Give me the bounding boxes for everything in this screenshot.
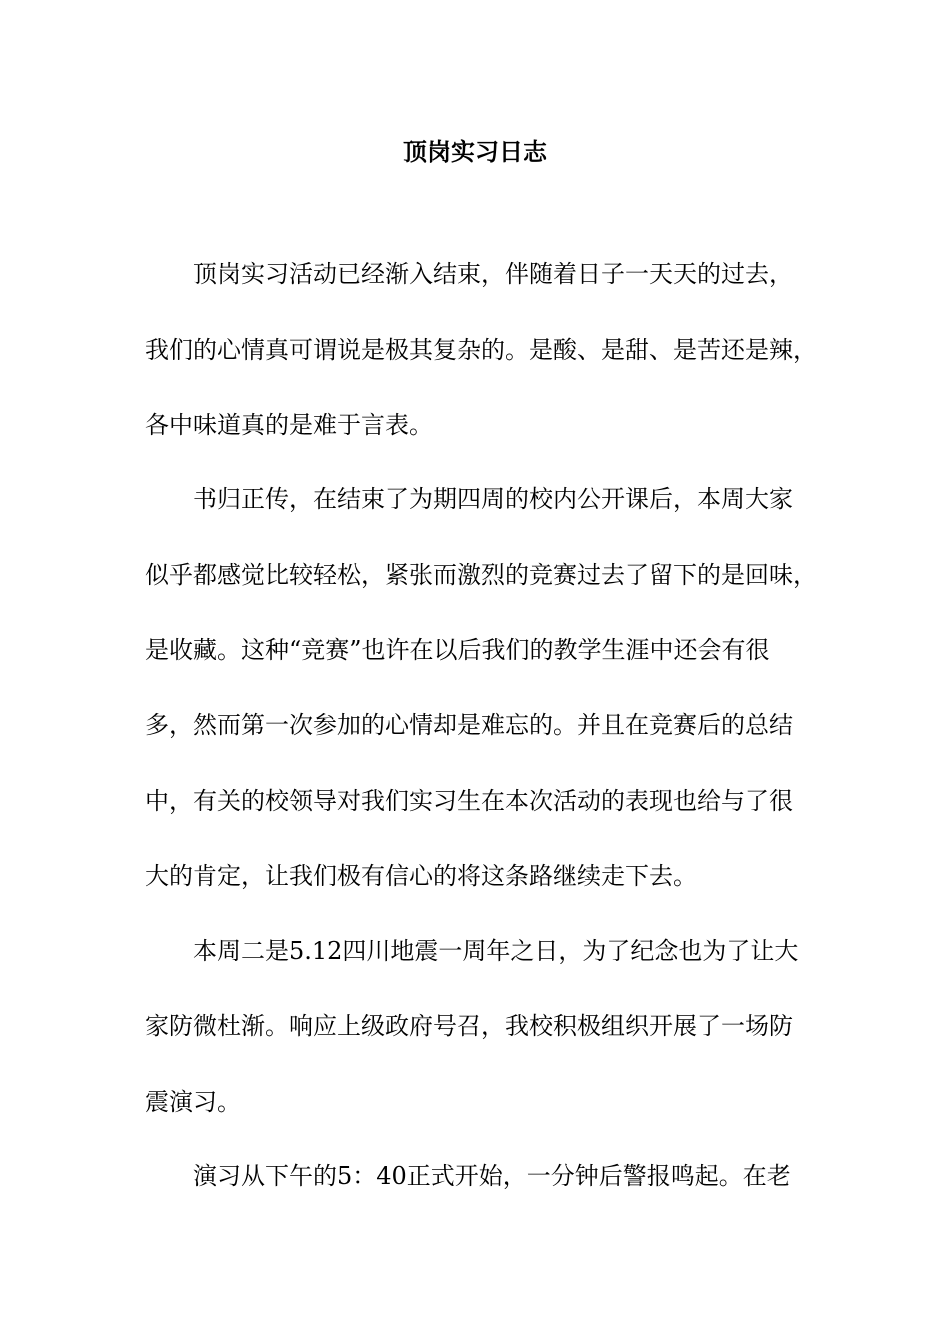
paragraph-line: 本周二是5.12四川地震一周年之日，为了纪念也为了让大 [193,937,799,965]
paragraph-line: 震演习。 [145,1088,241,1116]
paragraph-line: 是收藏。这种“竞赛”也许在以后我们的教学生涯中还会有很 [145,636,770,664]
paragraph-line: 书归正传，在结束了为期四周的校内公开课后，本周大家 [193,485,793,513]
paragraph-line: 似乎都感觉比较轻松，紧张而激烈的竞赛过去了留下的是回味， [145,561,817,589]
paragraph-line: 顶岗实习活动已经渐入结束，伴随着日子一天天的过去， [193,260,793,288]
document-title: 顶岗实习日志 [403,137,547,166]
paragraph-line: 家防微杜渐。响应上级政府号召，我校积极组织开展了一场防 [145,1012,793,1040]
paragraph-line: 演习从下午的5：40正式开始，一分钟后警报鸣起。在老 [193,1162,791,1190]
paragraph-line: 中，有关的校领导对我们实习生在本次活动的表现也给与了很 [145,787,793,815]
paragraph-line: 多，然而第一次参加的心情却是难忘的。并且在竞赛后的总结 [145,711,793,739]
paragraph-line: 各中味道真的是难于言表。 [145,411,433,439]
paragraph-line: 大的肯定，让我们极有信心的将这条路继续走下去。 [145,862,697,890]
paragraph-line: 我们的心情真可谓说是极其复杂的。是酸、是甜、是苦还是辣， [145,336,817,364]
